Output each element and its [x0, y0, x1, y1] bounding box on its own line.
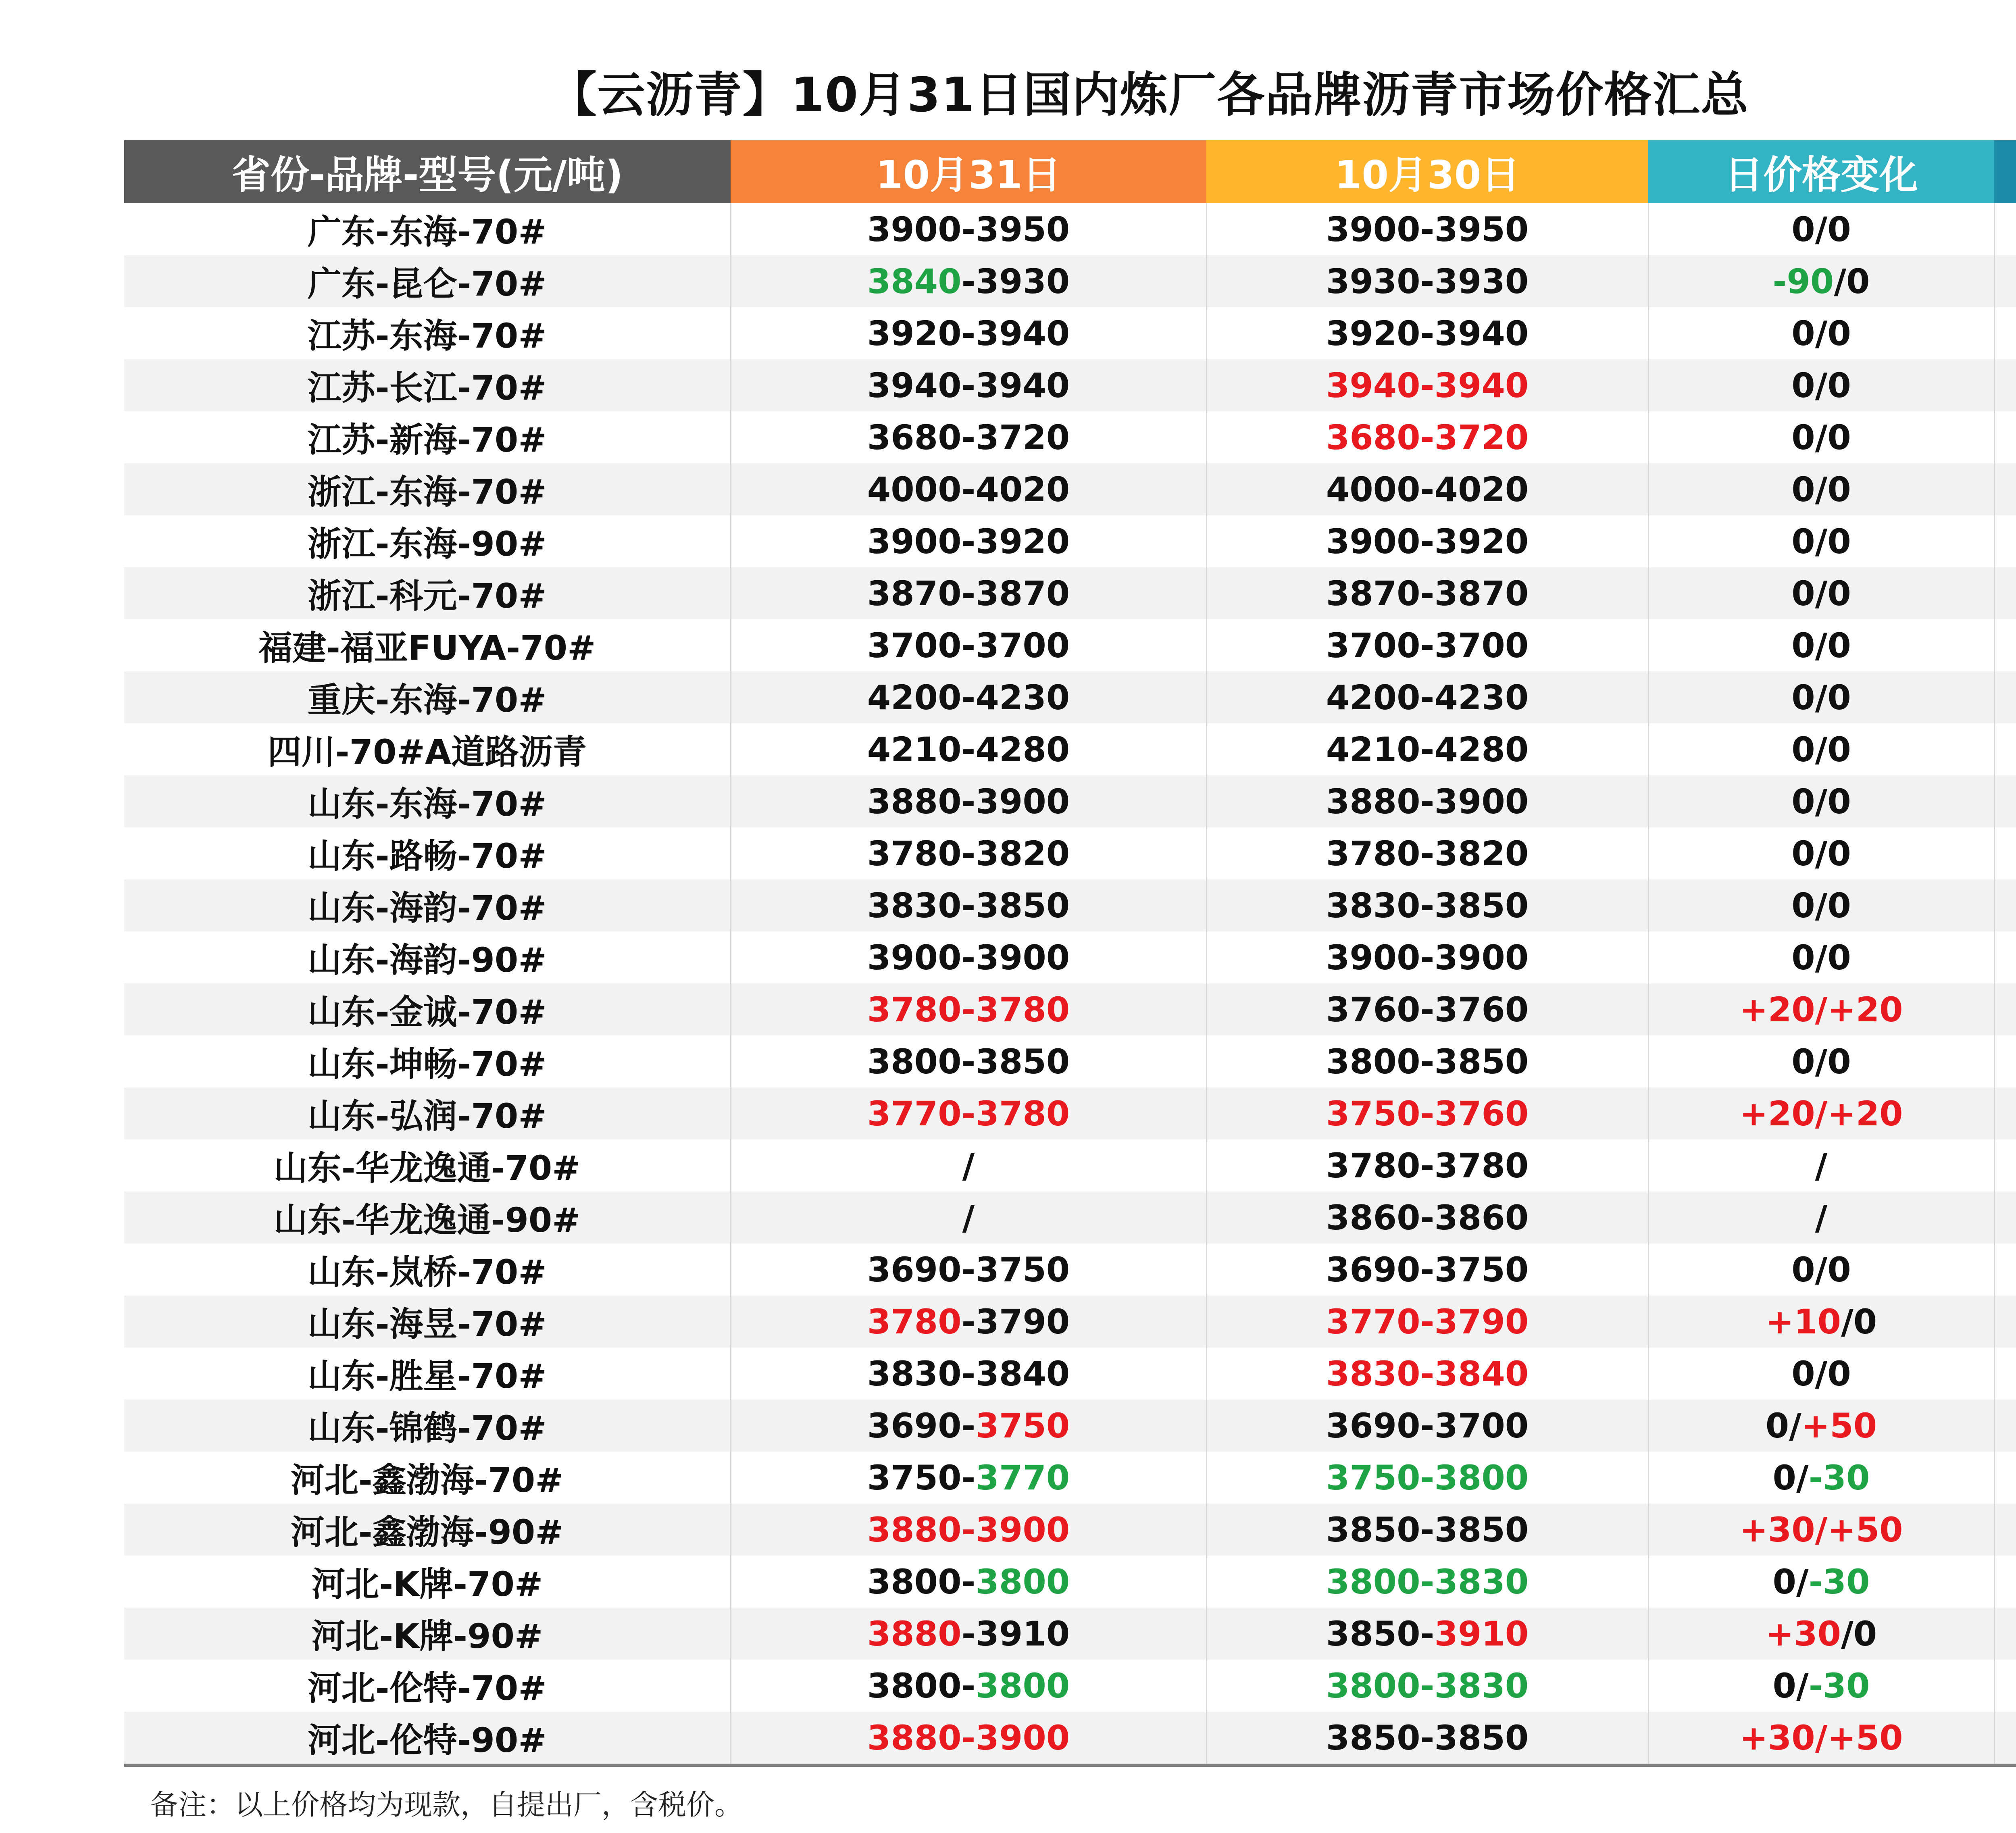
price-cell [1994, 1191, 2016, 1244]
price-cell [1994, 1660, 2016, 1712]
product-name-cell: 江苏-东海-70# [307, 316, 547, 356]
price-cell [731, 1660, 1206, 1712]
product-name-cell: 河北-K牌-90# [124, 1608, 731, 1660]
price-cell [1994, 1296, 2016, 1348]
table-row [124, 1608, 2016, 1660]
price-cell [731, 1244, 1206, 1296]
price-cell [731, 1556, 1206, 1608]
price-cell [731, 463, 1206, 515]
price-cell [1994, 1087, 2016, 1139]
price-text: 3920-3940 [1326, 313, 1529, 353]
table-row [124, 775, 2016, 827]
price-text: 3800-3830 [1326, 1666, 1529, 1706]
price-text: 0/0 [1791, 885, 1851, 925]
price-text: +30/+50 [1739, 1718, 1903, 1758]
price-text: / [1815, 1198, 1828, 1237]
table-header-row [124, 140, 2016, 203]
product-name-cell: 山东-锦鹤-70# [124, 1400, 731, 1452]
price-text: 3940-3940 [1326, 365, 1529, 405]
price-text: 3830-3840 [867, 1354, 1070, 1393]
product-name-cell: 广东-东海-70# [307, 212, 547, 252]
price-cell [731, 1452, 1206, 1504]
table-row [124, 1504, 2016, 1556]
price-cell [1994, 1712, 2016, 1765]
price-cell [731, 619, 1206, 671]
price-cell [1648, 1139, 1994, 1191]
price-text: -3930 [961, 261, 1070, 301]
price-cell [1994, 671, 2016, 723]
price-cell [1648, 1400, 1994, 1452]
price-cell [1206, 463, 1648, 515]
product-name-cell: 山东-弘润-70# [124, 1087, 731, 1139]
price-cell [1648, 1608, 1994, 1660]
price-text: 3750-3800 [1326, 1458, 1529, 1498]
price-text: 3880-3900 [1326, 781, 1529, 821]
price-text: -3790 [961, 1302, 1070, 1341]
price-text: 3860-3860 [1326, 1198, 1529, 1237]
price-text: -90 [1772, 261, 1834, 301]
price-text: 4000-4020 [1326, 469, 1529, 509]
price-text: 0/0 [1791, 1041, 1851, 1081]
price-text: 0/0 [1791, 1354, 1851, 1393]
price-text: 3880-3900 [867, 1510, 1070, 1550]
price-cell [731, 1035, 1206, 1087]
price-cell [1648, 1244, 1994, 1296]
price-text: 3900-3950 [867, 209, 1070, 249]
table-row [124, 1348, 2016, 1400]
price-text: 3880-3900 [867, 781, 1070, 821]
product-name-cell: 河北-鑫渤海-90# [124, 1504, 731, 1556]
product-name-cell: 山东-华龙逸通-90# [124, 1191, 731, 1244]
price-cell [731, 255, 1206, 307]
price-cell [1994, 1139, 2016, 1191]
price-text: 0/0 [1791, 313, 1851, 353]
table-row [124, 1556, 2016, 1608]
price-text: /0 [1834, 261, 1870, 301]
table-row [124, 1139, 2016, 1191]
price-text: 3930-3930 [1326, 261, 1529, 301]
price-text: 0/0 [1791, 521, 1851, 561]
product-name-cell: 山东-海昱-70# [124, 1296, 731, 1348]
price-cell [731, 1608, 1206, 1660]
price-text: 3700-3700 [867, 625, 1070, 665]
table-row [124, 1035, 2016, 1087]
product-name-cell: 江苏-新海-70# [307, 420, 547, 460]
price-cell [1994, 775, 2016, 827]
price-cell [1206, 879, 1648, 931]
price-text: 3780 [867, 1302, 962, 1341]
column-header [1994, 140, 2016, 203]
price-cell [1648, 931, 1994, 983]
price-text: 0/0 [1791, 209, 1851, 249]
product-name-cell: 山东-金诚-70# [124, 983, 731, 1035]
price-cell [1994, 463, 2016, 515]
price-cell [1206, 255, 1648, 307]
table-body [124, 203, 2016, 1765]
price-text: 0/0 [1791, 677, 1851, 717]
price-cell [1648, 1452, 1994, 1504]
price-text: 3760-3760 [1326, 989, 1529, 1029]
price-cell [1994, 1452, 2016, 1504]
price-text: 4000-4020 [867, 469, 1070, 509]
price-text: 3800-3830 [1326, 1562, 1529, 1602]
price-cell [1648, 1556, 1994, 1608]
price-cell [1648, 1712, 1994, 1765]
product-name-cell: 福建-福亚FUYA-70# [258, 628, 596, 668]
price-text: 0/0 [1791, 937, 1851, 977]
price-cell [731, 1191, 1206, 1244]
price-cell [1206, 1244, 1648, 1296]
price-text: 3750- [867, 1458, 976, 1498]
product-name-cell: 山东-海韵-70# [124, 879, 731, 931]
price-text: / [1815, 1146, 1828, 1185]
table-row [124, 411, 2016, 463]
price-text: +20/+20 [1739, 1094, 1903, 1133]
table-row [124, 619, 2016, 671]
price-cell [1206, 1712, 1648, 1765]
price-cell [731, 359, 1206, 411]
price-cell [1648, 827, 1994, 879]
price-text: 3780-3820 [867, 833, 1070, 873]
table-row [124, 827, 2016, 879]
price-cell [1648, 1087, 1994, 1139]
table-row [124, 1452, 2016, 1504]
table-row [124, 307, 2016, 359]
table-row [124, 203, 2016, 255]
price-cell [1994, 359, 2016, 411]
price-cell [1206, 1296, 1648, 1348]
price-cell [731, 723, 1206, 775]
price-cell [731, 515, 1206, 567]
price-cell [1648, 1348, 1994, 1400]
price-cell [1206, 827, 1648, 879]
price-cell [731, 775, 1206, 827]
price-cell [1648, 359, 1994, 411]
product-name-cell: 山东-东海-70# [124, 775, 731, 827]
price-text: 3870-3870 [867, 573, 1070, 613]
price-cell [731, 1712, 1206, 1765]
price-text: -30 [1808, 1562, 1870, 1602]
price-text: 3800-3850 [1326, 1041, 1529, 1081]
price-cell [1994, 723, 2016, 775]
price-cell [1206, 307, 1648, 359]
price-text: 3780-3820 [1326, 833, 1529, 873]
price-cell [1648, 411, 1994, 463]
price-cell [1206, 1660, 1648, 1712]
price-cell [1994, 619, 2016, 671]
price-text: /0 [1841, 1302, 1877, 1341]
product-name-cell: 山东-路畅-70# [307, 836, 547, 876]
footnote: 备注：以上价格均为现款，自提出厂，含税价。 [150, 1788, 743, 1821]
price-cell [1994, 1556, 2016, 1608]
price-cell [1994, 1400, 2016, 1452]
price-text: 3800- [867, 1666, 976, 1706]
price-cell [1206, 1087, 1648, 1139]
price-text: 3850-3850 [1326, 1718, 1529, 1758]
table-row [124, 359, 2016, 411]
table-row [124, 463, 2016, 515]
price-text: 4200-4230 [867, 677, 1070, 717]
price-cell [1206, 1608, 1648, 1660]
price-text: 0/0 [1791, 729, 1851, 769]
price-text: 3870-3870 [1326, 573, 1529, 613]
price-text: 3770-3780 [867, 1094, 1070, 1133]
price-cell [1648, 567, 1994, 619]
product-name-cell: 浙江-东海-70# [124, 463, 731, 515]
price-cell [731, 1504, 1206, 1556]
price-text: +30/+50 [1739, 1510, 1903, 1550]
price-text: 3800- [867, 1562, 976, 1602]
table-row [124, 1244, 2016, 1296]
price-text: 3690-3700 [1326, 1406, 1529, 1446]
price-text: 3880-3900 [867, 1718, 1070, 1758]
price-cell [1648, 255, 1994, 307]
table-row [124, 879, 2016, 931]
price-cell [1994, 1348, 2016, 1400]
price-text: 0/0 [1791, 833, 1851, 873]
price-text: +20/+20 [1739, 989, 1903, 1029]
product-name-cell: 浙江-东海-90# [307, 524, 547, 564]
price-text: 3800 [975, 1562, 1070, 1602]
price-text: -30 [1808, 1666, 1870, 1706]
price-cell [1206, 1452, 1648, 1504]
price-cell [731, 1400, 1206, 1452]
price-text: 3700-3700 [1326, 625, 1529, 665]
table-row [124, 1296, 2016, 1348]
price-text: 3770 [975, 1458, 1070, 1498]
price-cell [1648, 203, 1994, 255]
price-cell [1648, 1191, 1994, 1244]
price-text: 3690-3750 [1326, 1250, 1529, 1289]
product-name-cell: 山东-华龙逸通-70# [273, 1148, 581, 1188]
price-cell [731, 1139, 1206, 1191]
price-cell [1206, 1504, 1648, 1556]
product-name-cell: 江苏-长江-70# [124, 359, 731, 411]
price-text: -3910 [961, 1614, 1070, 1654]
price-cell [1648, 1296, 1994, 1348]
product-name-cell: 重庆-东海-70# [124, 671, 731, 723]
price-text: 3750 [975, 1406, 1070, 1446]
price-text: +10 [1765, 1302, 1841, 1341]
price-text: -30 [1808, 1458, 1870, 1498]
table-row [124, 567, 2016, 619]
product-name-cell: 山东-坤畅-70# [307, 1044, 547, 1084]
table-row [124, 1400, 2016, 1452]
table-row [124, 671, 2016, 723]
price-text: 3690-3750 [867, 1250, 1070, 1289]
table-row [124, 1660, 2016, 1712]
table-row [124, 515, 2016, 567]
price-cell [1994, 411, 2016, 463]
table-row [124, 1712, 2016, 1765]
price-cell [731, 307, 1206, 359]
price-cell [1648, 983, 1994, 1035]
price-text: +30 [1765, 1614, 1841, 1654]
price-cell [731, 827, 1206, 879]
price-cell [731, 567, 1206, 619]
price-cell [731, 1348, 1206, 1400]
product-name-cell: 四川-70#A道路沥青 [267, 732, 587, 772]
price-text: / [962, 1198, 975, 1237]
price-cell [1994, 1244, 2016, 1296]
price-text: 3750-3760 [1326, 1094, 1529, 1133]
price-cell [1994, 567, 2016, 619]
price-cell [731, 1087, 1206, 1139]
price-text: 0/0 [1791, 625, 1851, 665]
product-name-cell: 河北-伦特-90# [124, 1712, 731, 1765]
price-text: 3830-3840 [1326, 1354, 1529, 1393]
price-cell [1994, 307, 2016, 359]
price-cell [1206, 1348, 1648, 1400]
product-name-cell: 山东-海韵-90# [307, 940, 547, 980]
price-text: 3770-3790 [1326, 1302, 1529, 1341]
price-text: 0/ [1765, 1406, 1801, 1446]
price-cell [1648, 515, 1994, 567]
price-text: / [962, 1146, 975, 1185]
price-cell [1648, 307, 1994, 359]
price-cell [731, 983, 1206, 1035]
price-cell [1206, 515, 1648, 567]
price-text: 0/0 [1791, 1250, 1851, 1289]
price-cell [1994, 1504, 2016, 1556]
price-text: 3780-3780 [1326, 1146, 1529, 1185]
price-cell [1648, 671, 1994, 723]
price-cell [731, 671, 1206, 723]
table-row [124, 723, 2016, 775]
price-text: 3940-3940 [867, 365, 1070, 405]
price-cell [731, 1296, 1206, 1348]
price-text: 3880 [867, 1614, 962, 1654]
price-cell [1206, 359, 1648, 411]
price-text: 3680-3720 [1326, 417, 1529, 457]
price-cell [1994, 1035, 2016, 1087]
price-cell [1206, 723, 1648, 775]
price-cell [1206, 1191, 1648, 1244]
price-text: 3900-3920 [1326, 521, 1529, 561]
price-cell [1994, 931, 2016, 983]
price-text: +50 [1801, 1406, 1877, 1446]
table-row [124, 1087, 2016, 1139]
product-name-cell: 河北-K牌-70# [311, 1564, 543, 1604]
price-cell [1206, 411, 1648, 463]
price-cell [1206, 619, 1648, 671]
price-cell [1994, 827, 2016, 879]
price-table [124, 140, 2016, 1767]
product-name-cell: 山东-胜星-70# [307, 1356, 547, 1396]
table-row [124, 931, 2016, 983]
price-text: 3800-3850 [867, 1041, 1070, 1081]
price-text: 0/ [1772, 1458, 1809, 1498]
price-cell [731, 931, 1206, 983]
price-text: 3850-3850 [1326, 1510, 1529, 1550]
column-header: 10月30日 [1206, 140, 1648, 203]
product-name-cell: 河北-伦特-70# [307, 1668, 547, 1708]
price-cell [1648, 619, 1994, 671]
price-text: 3830-3850 [867, 885, 1070, 925]
table-row [124, 255, 2016, 307]
price-text: 3850- [1326, 1614, 1435, 1654]
product-name-cell: 浙江-科元-70# [124, 567, 731, 619]
price-cell [1206, 1556, 1648, 1608]
price-text: 3690- [867, 1406, 976, 1446]
price-text: 3900-3900 [867, 937, 1070, 977]
page-title: 【云沥青】10月31日国内炼厂各品牌沥青市场价格汇总 [549, 67, 1749, 123]
price-cell [1206, 567, 1648, 619]
price-text: 4210-4280 [1326, 729, 1529, 769]
price-cell [731, 879, 1206, 931]
price-text: 0/0 [1791, 469, 1851, 509]
price-text: 3840 [867, 261, 962, 301]
price-text: 3900-3920 [867, 521, 1070, 561]
price-cell [1206, 983, 1648, 1035]
table-row [124, 1191, 2016, 1244]
price-cell [1648, 1035, 1994, 1087]
price-text: 3900-3900 [1326, 937, 1529, 977]
price-cell [1206, 1035, 1648, 1087]
product-name-cell: 河北-鑫渤海-70# [290, 1460, 564, 1500]
price-cell [1994, 879, 2016, 931]
price-cell [1994, 203, 2016, 255]
price-cell [1206, 203, 1648, 255]
price-cell [1648, 879, 1994, 931]
price-cell [1994, 255, 2016, 307]
price-cell [1648, 775, 1994, 827]
price-cell [731, 411, 1206, 463]
price-text: 3680-3720 [867, 417, 1070, 457]
column-header: 10月31日 [731, 140, 1206, 203]
price-text: 3900-3950 [1326, 209, 1529, 249]
price-text: 4200-4230 [1326, 677, 1529, 717]
price-cell [1994, 983, 2016, 1035]
price-text: 0/0 [1791, 417, 1851, 457]
price-text: 3910 [1434, 1614, 1529, 1654]
price-cell [731, 203, 1206, 255]
price-text: 0/ [1772, 1666, 1809, 1706]
price-cell [1648, 723, 1994, 775]
price-text: 0/0 [1791, 365, 1851, 405]
price-cell [1206, 775, 1648, 827]
price-cell [1206, 1400, 1648, 1452]
price-cell [1994, 515, 2016, 567]
product-name-cell: 广东-昆仑-70# [124, 255, 731, 307]
price-text: 3920-3940 [867, 313, 1070, 353]
price-cell [1648, 1660, 1994, 1712]
price-cell [1206, 1139, 1648, 1191]
price-text: 0/0 [1791, 781, 1851, 821]
price-text: 3830-3850 [1326, 885, 1529, 925]
price-text: 4210-4280 [867, 729, 1070, 769]
price-text: 0/0 [1791, 573, 1851, 613]
price-cell [1648, 463, 1994, 515]
price-text: 3800 [975, 1666, 1070, 1706]
price-cell [1206, 931, 1648, 983]
product-name-cell: 山东-岚桥-70# [307, 1252, 547, 1292]
price-cell [1648, 1504, 1994, 1556]
column-header: 日价格变化 [1648, 140, 1994, 203]
price-cell [1994, 1608, 2016, 1660]
price-text: 0/ [1772, 1562, 1809, 1602]
price-cell [1206, 671, 1648, 723]
column-header: 省份-品牌-型号(元/吨) [124, 140, 731, 203]
price-text: 3780-3780 [867, 989, 1070, 1029]
table-row [124, 983, 2016, 1035]
price-text: /0 [1841, 1614, 1877, 1654]
